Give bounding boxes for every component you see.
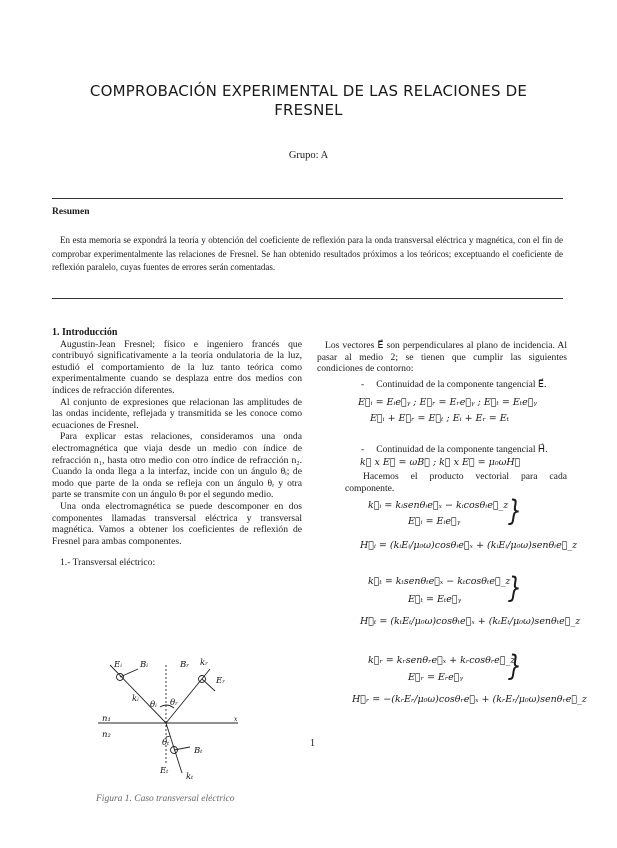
equation-er: E⃗ᵣ = Eᵣe⃗ᵧ	[408, 672, 464, 683]
label-n1: n₁	[102, 714, 111, 724]
equation-e-fields: E⃗ᵢ = Eᵢe⃗ᵧ ; E⃗ᵣ = Eᵣe⃗ᵧ ; E⃗ₜ = Eₜe⃗ᵧ	[358, 397, 537, 408]
intro-paragraph-3: Para explicar estas relaciones, consideramos una onda electromagnética que viaja desde un medio con índice de refracción n₁, hasta otro medio con otro índice de refracción n₂. Cuando la onda llega a la interfaz, incide con un ángulo θᵢ; de modo que parte de la onda se refleja con un ángulo θᵣ y otra parte se transmite con un ángulo θₜ por el segundo medio.	[52, 431, 302, 501]
intro-paragraph-4: Una onda electromagnética se puede descomponer en dos componentes llamadas transversal eléctrica y transversal magnética. Vamos a obtener los coeficientes de reflexión de Fresnel para ambas componentes.	[52, 500, 302, 547]
left-column	[52, 327, 302, 569]
label-kt: kₜ	[186, 772, 194, 782]
label-thi: θᵢ	[150, 700, 157, 710]
right-column-3	[345, 471, 567, 494]
equation-hi: H⃗ᵢ = (kᵢEᵢ/μ₀ω)cosθᵢe⃗ₓ + (kᵢEᵢ/μ₀ω)senθᵢe⃗_z	[360, 540, 578, 551]
label-kr: kᵣ	[200, 658, 209, 668]
br-vector	[202, 679, 215, 691]
label-bi: Bᵢ	[140, 660, 148, 670]
label-thr: θᵣ	[170, 698, 179, 708]
vectors-paragraph: Los vectores E⃗ son perpendiculares al plano de incidencia. Al pasar al medio 2; se tienen que cumplir las siguientes condiciones de contorno:	[317, 340, 567, 375]
label-br: Bᵣ	[180, 660, 190, 670]
transmitted-ray	[166, 723, 182, 773]
arc-t	[166, 736, 170, 737]
label-ei: Eᵢ	[114, 660, 122, 670]
label-n2: n₂	[102, 730, 111, 740]
arc-i	[160, 705, 166, 707]
right-column-2	[317, 444, 567, 456]
product-paragraph: Hacemos el producto vectorial para cada componente.	[345, 471, 567, 494]
figure-caption: Figura 1. Caso transversal eléctrico	[96, 794, 235, 804]
bullet-h-text: Continuidad de la componente tangencial H⃗.	[376, 444, 548, 455]
label-et: Eₜ	[160, 766, 169, 776]
te-item-label: 1.- Transversal eléctrico:	[60, 557, 156, 569]
bi-vector	[120, 669, 138, 677]
figure-te-diagram	[90, 655, 245, 785]
label-er: Eᵣ	[216, 676, 226, 686]
abstract-text: En esta memoria se expondrá la teoría y obtención del coeficiente de reflexión para la onda transversal eléctrica y magnética, con el fin de comprobar experimentalmente las relaciones de Fresnel. Se han obtenido resultados próximos a los teóricos; exceptuando el coeficiente de reflexión paralelo, cuyas fuentes de errores serán comentadas.	[52, 235, 563, 272]
equation-hr: H⃗ᵣ = −(kᵣEᵣ/μ₀ω)cosθᵣe⃗ₓ + (kᵣEᵣ/μ₀ω)senθᵣe⃗_z	[352, 694, 587, 705]
brace-t: }	[508, 572, 522, 605]
bullet-e-continuity: - Continuidad de la componente tangencial E⃗.	[361, 378, 547, 390]
paper-title	[0, 82, 617, 120]
abstract-heading: Resumen	[52, 207, 90, 217]
title-line-2: FRESNEL	[274, 101, 343, 119]
intro-paragraph-1: Augustin-Jean Fresnel; físico e ingeniero francés que contribuyó significativamente a la teoría ondulatoria de la luz, estudió el comportamiento de la luz tanto teórica como experimentalmente cuando se desplaza entre dos medios con índices de refracción diferentes.	[52, 338, 302, 396]
bullet-e-text: Continuidad de la componente tangencial E⃗.	[376, 378, 547, 390]
equation-ht: H⃗ₜ = (kₜEₜ/μ₀ω)cosθₜe⃗ₓ + (kₜEₜ/μ₀ω)senθₜe⃗_z	[360, 616, 581, 627]
equation-kr: k⃗ᵣ = kᵣsenθᵣe⃗ₓ + kᵣcosθᵣe⃗_z	[368, 655, 516, 666]
label-tht: θₜ	[162, 738, 170, 748]
group-label: Grupo: A	[288, 150, 329, 161]
top-rule	[52, 198, 563, 199]
page-number: 1	[310, 738, 315, 749]
brace-i: }	[508, 495, 522, 528]
label-axis: x	[234, 716, 238, 723]
bottom-rule	[52, 298, 563, 299]
equation-e-sum: E⃗ᵢ + E⃗ᵣ = E⃗ₜ ; Eᵢ + Eᵣ = Eₜ	[370, 413, 510, 424]
label-bt: Bₜ	[194, 746, 203, 756]
right-column	[317, 340, 567, 390]
reflected-ray	[166, 669, 210, 723]
equation-ei: E⃗ᵢ = Eᵢe⃗ᵧ	[408, 516, 461, 527]
intro-paragraph-2: Al conjunto de expresiones que relacionan las amplitudes de las ondas incidente, reflejada y transmitida se les conoce como ecuaciones de Fresnel.	[52, 396, 302, 431]
label-ki: kᵢ	[132, 694, 139, 704]
title-line-1: COMPROBACIÓN EXPERIMENTAL DE LAS RELACIONES DE	[89, 82, 528, 100]
equation-kt: k⃗ₜ = kₜsenθₜe⃗ₓ − kₜcosθₜe⃗_z	[368, 576, 511, 587]
equation-cross-product: k⃗ x E⃗ = ωB⃗ ; k⃗ x E⃗ = μ₀ωH⃗	[360, 457, 521, 468]
equation-ki: k⃗ᵢ = kᵢsenθᵢe⃗ₓ − kᵢcosθᵢe⃗_z	[368, 500, 509, 511]
brace-r: }	[508, 650, 522, 683]
bullet-h-continuity: - Continuidad de la componente tangencial H⃗.	[361, 444, 548, 455]
equation-et: E⃗ₜ = Eₜe⃗ᵧ	[408, 594, 462, 605]
section-heading: 1. Introducción	[52, 327, 118, 338]
